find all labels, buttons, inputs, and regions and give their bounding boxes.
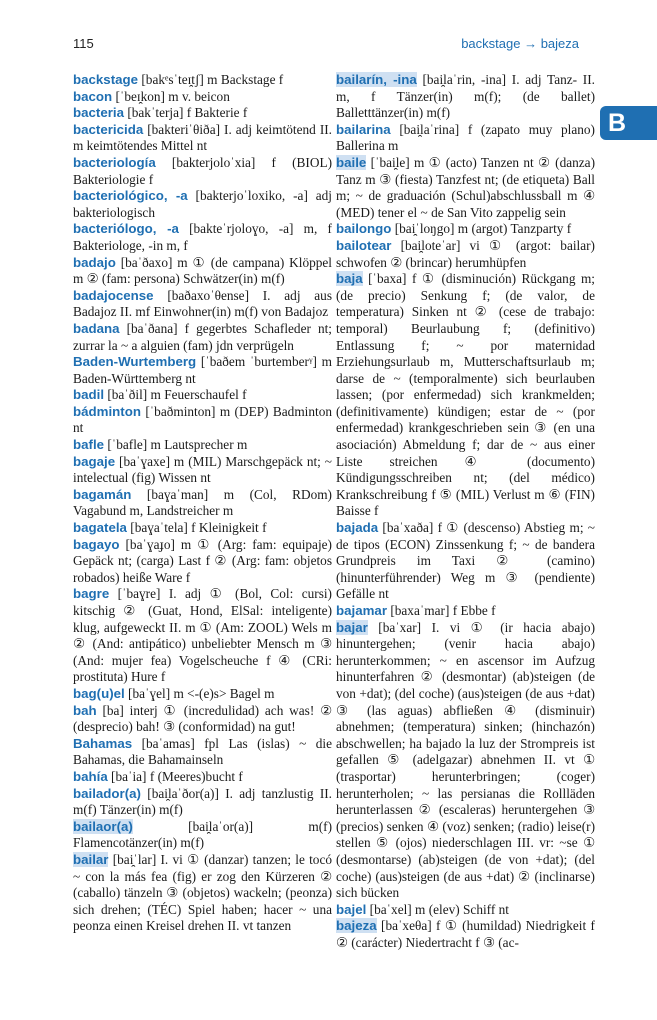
dictionary-entry <box>73 89 332 106</box>
letter-tab: B <box>600 106 657 140</box>
entry-text: [ˈbafle] m Lautsprecher m <box>104 437 248 453</box>
entry-text: [baˈamas] fpl Las (islas) ~ die Bahamas, die Bahamainseln <box>73 735 332 768</box>
headword: bagamán <box>73 486 132 502</box>
headword: badana <box>73 320 120 336</box>
dictionary-entry <box>336 72 595 122</box>
entry-text: [bai̯ˈloŋgo] m (argot) Tanzparty f <box>391 221 572 237</box>
headword: bailador(a) <box>73 785 141 801</box>
entry-text: [baˈia] f (Meeres)bucht f <box>107 768 243 784</box>
headword: bacteriólogo, -a <box>73 221 179 237</box>
entry-text: [baˈxeθa] f ① (humildad) Niedrigkeit f ② (carácter) Niedertracht f ③ (ac- <box>336 918 595 950</box>
dictionary-entry <box>73 354 332 387</box>
headword: Bahamas <box>73 735 133 751</box>
entry-text: [baˈðaxo] m ① (de campana) Klöppel m ② (fam: persona) Schwätzer(in) m(f) <box>73 254 332 287</box>
dictionary-entry <box>336 122 595 155</box>
dictionary-entry <box>336 620 595 902</box>
entry-text: [bakteriˈθiða] I. adj keimtötend II. m keimtötendes Mittel nt <box>73 121 332 154</box>
dictionary-entry <box>73 819 332 852</box>
entry-text: [bai̯ˈlar] I. vi ① (danzar) tanzen; le tocó ~ con la más fea (fig) er zog den Kürzeren ② (caballo) tänzeln ③ (objetos) wackeln; (peonza) sich drehen; (TÉC) Spiel haben; hacer ~ una peonza einen Kreisel drehen II. vt tanzen <box>73 851 332 934</box>
dictionary-entry <box>73 454 332 487</box>
headword: bagaje <box>73 453 116 469</box>
entry-text: [baˈxaða] f ① (descenso) Abstieg m; ~ de tipos (ECON) Zinssenkung f; ~ de bandera Grundpreis im Taxi ② (camino) (hinunterführender) Weg m ③ (pendiente) Gefälle nt <box>336 520 595 602</box>
dictionary-entry <box>73 736 332 769</box>
entry-text: [bai̯loteˈar] vi ① (argot: bailar) schwofen ② (brincar) herumhüpfen <box>336 237 595 270</box>
headword: bailarina <box>336 121 391 137</box>
entry-text: [ˈbaɣre] I. adj ① (Bol, Col: cursi) kitschig ② (Guat, Hond, ElSal: inteligente) klug, aufgeweckt II. m ① (Am: ZOOL) Wels m ② (And: antipático) unbeliebter Mensch m ③ (And: mujer fea) Vogelscheuche f ④ (CRi: prostituta) Hure f <box>73 586 332 685</box>
entry-text: [ˈbaðem ˈburtemberᵞ] m Baden-Württemberg nt <box>73 354 332 386</box>
entry-text: [baɣaˈtela] f Kleinigkeit f <box>126 520 267 536</box>
dictionary-entry <box>73 520 332 537</box>
headword: bah <box>73 702 97 718</box>
headword: badajocense <box>73 287 154 303</box>
dictionary-entry <box>73 188 332 221</box>
right-column <box>336 72 595 951</box>
dictionary-entry <box>336 155 595 221</box>
entry-text: [bai̯laˈor(a)] m(f) Flamencotänzer(in) m(f) <box>73 818 332 851</box>
dictionary-entry <box>73 487 332 520</box>
entry-text: [bakterjoˈloxiko, -a] adj bakteriologisch <box>73 188 332 220</box>
headword: bactericida <box>73 121 144 137</box>
dictionary-entry <box>336 918 595 951</box>
dictionary-entry <box>336 902 595 919</box>
dictionary-entry <box>73 686 332 703</box>
entry-text: [baˈɣaxe] m (MIL) Marschgepäck nt; ~ intelectual (fig) Wissen nt <box>73 453 332 486</box>
left-column <box>73 72 332 935</box>
entry-text: [baˈðana] f gegerbtes Schafleder nt; zurrar la ~ a alguien (fam) jdn verprügeln <box>73 320 332 353</box>
headword: bagatela <box>73 520 127 536</box>
headword: bajada <box>336 520 379 536</box>
dictionary-entry <box>73 537 332 587</box>
headword: baja <box>336 271 363 287</box>
headword: bajel <box>336 901 367 917</box>
headword: bajar <box>336 619 368 635</box>
entry-text: [bai̯laˈðor(a)] I. adj tanzlustig II. m(f) Tänzer(in) m(f) <box>73 785 332 818</box>
dictionary-entry <box>336 603 595 620</box>
entry-text: [baxaˈmar] f Ebbe f <box>387 603 496 618</box>
headword: bacteriológico, -a <box>73 188 188 204</box>
entry-text: [baɣaˈman] m (Col, RDom) Vagabund m, Landstreicher m <box>73 486 332 519</box>
entry-text: [bakᵉsˈteɪ̯tʃ] m Backstage f <box>138 72 284 87</box>
entry-text: [baˈxar] I. vi ① (ir hacia abajo) hinuntergehen; (venir hacia abajo) herunterkommen; ~ en ascensor im Aufzug hinunterfahren ② (desmontar) (ab)steigen (de von +dat); (del coche) (aus)steigen (de aus +dat) ③ (las aguas) abfließen ④ (disminuir) abnehmen; (temperatura) sinken; (hinchazón) abschwellen; ha bajado la luz der Strompreis ist gefallen ⑤ (adelgazar) abnehmen II. vt ① (trasportar) herunterbringen; (coger) herunterholen; ~ las persianas die Rollläden herunterlassen ② (escaleras) heruntergehen ③ (precios) senken ④ (voz) senken; (radio) leise(r) stellen ⑤ (ojos) niederschlagen III. vr: ~se ① (desmontarse) (ab)steigen (de von +dat); (del coche) (aus)steigen (de aus +dat) ② (inclinarse) sich bücken <box>336 619 595 901</box>
headword: bailarín, -ina <box>336 72 417 87</box>
dictionary-entry <box>336 238 595 271</box>
headword: bag(u)el <box>73 685 125 701</box>
dictionary-entry <box>73 437 332 454</box>
entry-text: [bai̯laˈrina] f (zapato muy plano) Ballerina m <box>336 121 595 154</box>
dictionary-entry <box>73 288 332 321</box>
headword: bailaor(a) <box>73 818 133 834</box>
headword: badajo <box>73 254 116 270</box>
headword: bajeza <box>336 918 377 934</box>
dictionary-entry <box>73 404 332 437</box>
headword: baile <box>336 154 367 170</box>
dictionary-entry <box>73 72 332 89</box>
dictionary-entry <box>336 520 595 603</box>
headword: bailongo <box>336 221 392 237</box>
entry-text: [ˈbaxa] f ① (disminución) Rückgang m; (de precio) Senkung f; (de valor, de temperatura) Sinken nt ② (cese de trabajo: temporal) Beurlaubung f; (definitivo) Entlassung f; ~ por maternidad Erziehungsurlaub m, Mutterschaftsurlaub m; darse de ~ (temporalmente) sich beurlauben lassen; (por enfermedad) sich krankmelden; (definitivamente) kündigen; estar de ~ (por enfermedad) krankgeschrieben sein ③ (en una asociación) Abmeldung f; dar de ~ aus einer Liste streichen ④ (documento) Kündigungsschreiben nt; (del médico) Krankschreibung f ⑤ (MIL) Verlust m ⑥ (FIN) Baisse f <box>336 271 595 519</box>
dictionary-entry <box>73 852 332 935</box>
dictionary-entry <box>73 387 332 404</box>
headword: bacteriología <box>73 154 156 170</box>
entry-text: [ˈbeɪ̯kon] m v. beicon <box>112 88 230 104</box>
headword: bacon <box>73 88 113 104</box>
headword: bailar <box>73 851 109 867</box>
dictionary-entry <box>73 122 332 155</box>
headword: bajamar <box>336 603 387 618</box>
headword: bacteria <box>73 105 124 121</box>
entry-text: [bakˈterja] f Bakterie f <box>124 105 248 121</box>
dictionary-entry <box>73 105 332 122</box>
entry-text: [bakteˈrjoloɣo, -a] m, f Bakteriologe, -in m, f <box>73 221 332 253</box>
headword: bailotear <box>336 237 392 253</box>
dictionary-entry <box>73 786 332 819</box>
dictionary-entry <box>336 271 595 520</box>
headword: Baden-Wurtemberg <box>73 354 197 370</box>
dictionary-entry <box>73 255 332 288</box>
dictionary-entry <box>73 586 332 686</box>
headword: bafle <box>73 437 105 453</box>
entry-text: [bakterjoloˈxia] f (BIOL) Bakteriologie f <box>73 154 332 187</box>
headword: badil <box>73 387 105 403</box>
entry-text: [baˈɣaɟo] m ① (Arg: fam: equipaje) Gepäck nt; (carga) Last f ② (Arg: fam: objetos robados) heiße Ware f <box>73 536 332 585</box>
dictionary-entry <box>336 221 595 238</box>
entry-text: [baˈɣel] m <-(e)s> Bagel m <box>124 685 275 701</box>
headword: bádminton <box>73 403 141 419</box>
dictionary-entry <box>73 703 332 736</box>
dictionary-entry <box>73 769 332 786</box>
dictionary-entry <box>73 155 332 188</box>
headword: backstage <box>73 72 139 87</box>
entry-text: [ba] interj ① (incredulidad) ach was! ② (desprecio) bah! ③ (conformidad) na gut! <box>73 702 332 735</box>
entry-text: [baˈxel] m (elev) Schiff nt <box>366 901 509 917</box>
entry-text: [baðaxoˈθense] I. adj aus Badajoz II. mf Einwohner(in) m(f) von Badajoz <box>73 287 332 320</box>
headword: bagre <box>73 586 110 602</box>
headword: bahía <box>73 768 108 784</box>
dictionary-entry <box>73 321 332 354</box>
entry-text: [bai̯laˈrin, -ina] I. adj Tanz- II. m, f Tänzer(in) m(f); (de ballet) Balletttänzer(in) m(f) <box>336 72 595 121</box>
dictionary-entry <box>73 221 332 254</box>
running-head: backstage → bajeza <box>461 36 579 51</box>
entry-text: [ˈbaðminton] m (DEP) Badminton nt <box>73 403 332 436</box>
entry-text: [ˈbai̯le] m ① (acto) Tanzen nt ② (danza) Tanz m ③ (fiesta) Tanzfest nt; (de etiqueta) Ball m; ~ de graduación (Schul)abschlussball m ④ (MED) tener el ~ de San Vito zappelig sein <box>336 154 595 220</box>
entry-text: [baˈðil] m Feuerschaufel f <box>104 387 247 403</box>
headword: bagayo <box>73 536 120 552</box>
page-number: 115 <box>73 36 94 51</box>
